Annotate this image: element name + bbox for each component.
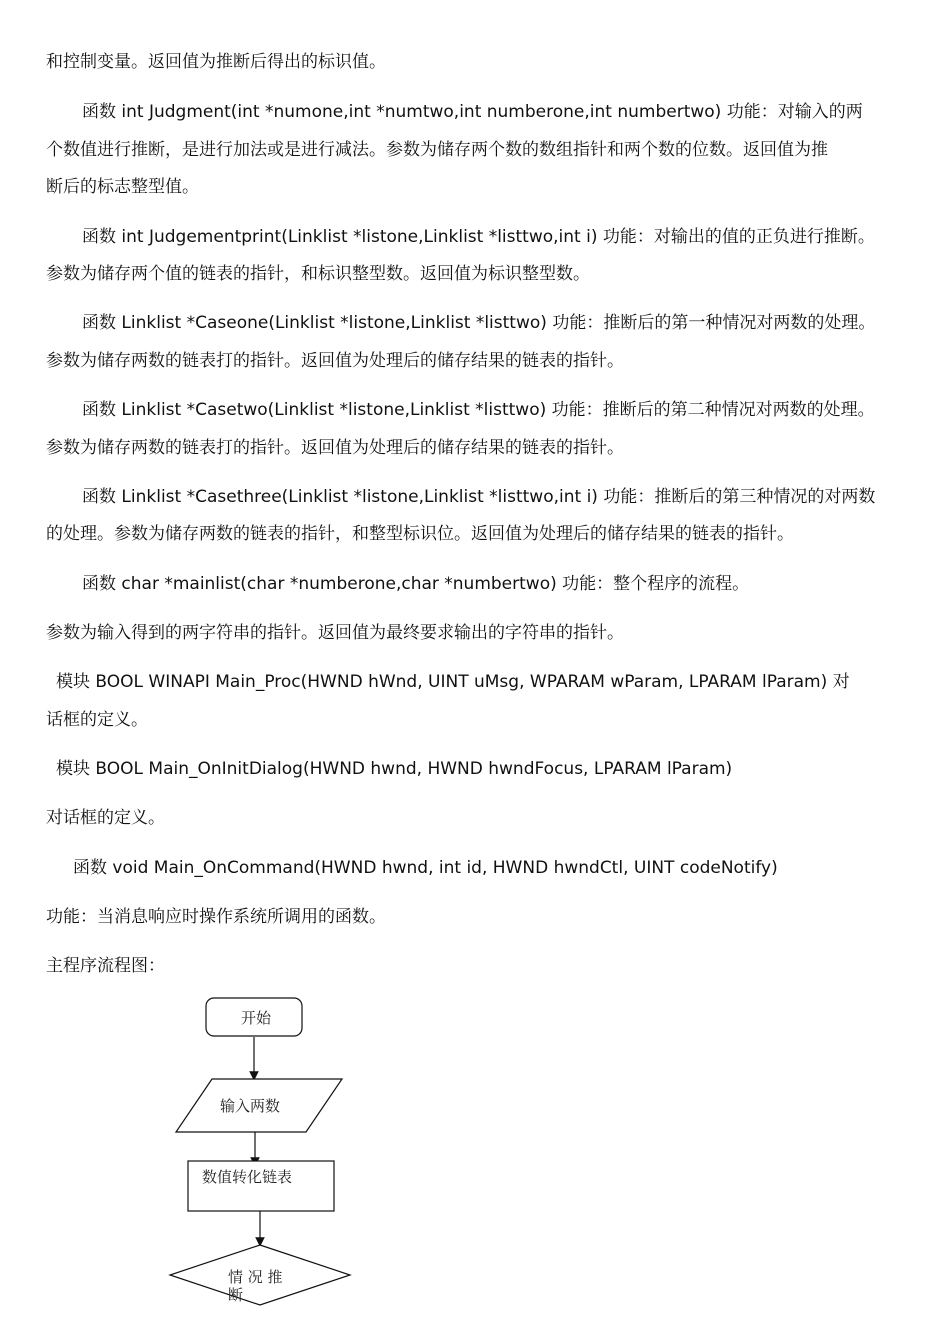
text-line: 函数 Linklist *Casethree(Linklist *listone,Linklist *listtwo,int i) 功能：推断后的第三种情况的对两数 xyxy=(82,487,876,507)
text-line: 个数值进行推断，是进行加法或是进行减法。参数为储存两个数的数组指针和两个数的位数。返回值为推 xyxy=(46,140,828,160)
text-line: 话框的定义。 xyxy=(46,710,148,730)
text-line: 函数 int Judgementprint(Linklist *listone,Linklist *listtwo,int i) 功能：对输出的值的正负进行推断。 xyxy=(82,227,875,247)
text-line: 函数 char *mainlist(char *numberone,char *numbertwo) 功能：整个程序的流程。 xyxy=(82,574,750,594)
text-line: 参数为储存两数的链表打的指针。返回值为处理后的储存结果的链表的指针。 xyxy=(46,438,624,458)
text-line: 函数 int Judgment(int *numone,int *numtwo,int numberone,int numbertwo) 功能：对输入的两 xyxy=(82,102,863,122)
text-line: 函数 Linklist *Caseone(Linklist *listone,Linklist *listtwo) 功能：推断后的第一种情况对两数的处理。 xyxy=(82,313,876,333)
text-line: 和控制变量。返回值为推断后得出的标识值。 xyxy=(46,52,386,72)
text-line: 参数为储存两个值的链表的指针，和标识整型数。返回值为标识整型数。 xyxy=(46,264,590,284)
text-line: 断后的标志整型值。 xyxy=(46,177,199,197)
decision-label-1: 情 况 推 xyxy=(228,1268,283,1286)
text-line: 功能：当消息响应时操作系统所调用的函数。 xyxy=(46,907,386,927)
text-line: 函数 Linklist *Casetwo(Linklist *listone,Linklist *listtwo) 功能：推断后的第二种情况对两数的处理。 xyxy=(82,400,875,420)
text-line: 的处理。参数为储存两数的链表的指针，和整型标识位。返回值为处理后的储存结果的链表的指针。 xyxy=(46,524,794,544)
text-line: 函数 void Main_OnCommand(HWND hwnd, int id, HWND hwndCtl, UINT codeNotify) xyxy=(73,858,778,878)
convert-label: 数值转化链表 xyxy=(202,1168,293,1186)
text-line: 模块 BOOL Main_OnInitDialog(HWND hwnd, HWND hwndFocus, LPARAM lParam) xyxy=(56,759,733,779)
text-line: 主程序流程图： xyxy=(46,956,165,976)
text-line: 对话框的定义。 xyxy=(46,808,165,828)
input-label: 输入两数 xyxy=(220,1097,281,1115)
text-line: 参数为储存两数的链表打的指针。返回值为处理后的储存结果的链表的指针。 xyxy=(46,351,624,371)
start-label: 开始 xyxy=(241,1009,272,1027)
decision-label-2: 断 xyxy=(228,1286,244,1304)
text-line: 参数为输入得到的两字符串的指针。返回值为最终要求输出的字符串的指针。 xyxy=(46,623,624,643)
text-line: 模块 BOOL WINAPI Main_Proc(HWND hWnd, UINT uMsg, WPARAM wParam, LPARAM lParam) 对 xyxy=(56,672,850,692)
